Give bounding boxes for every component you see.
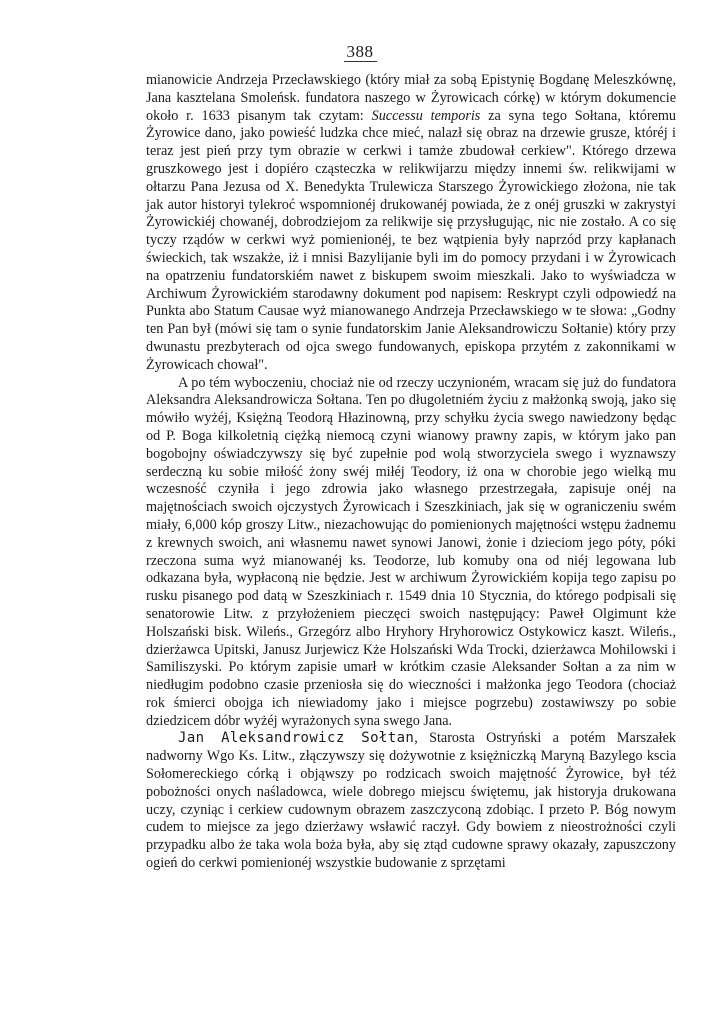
text-span: mianowicie Andrzeja Przecławskiego (który miał za sobą Epistynię Bogdanę Meleszkównę, Jana kasztelana Smoleńsk. fundatora naszego w Żyrowicach córkę) w którym dokumencie około r. 1633 pisanym tak czytam:: [146, 72, 676, 124]
paragraph: [146, 730, 676, 872]
paragraph: [146, 72, 676, 375]
page-number-text: 388: [344, 42, 377, 62]
spaced-name: Jan Aleksandrowicz Sołtan: [178, 730, 415, 747]
text-span: A po tém wyboczeniu, chociaż nie od rzeczy uczynioném, wracam się już do fundatora Aleksandra Aleksandrowicza Sołtana. Ten po długoletniém życiu z małżonką swoją, jako się mówiło wyżéj, Księżną Teodorą Hłazinowną, przy schyłku życia swego nawiedzony będąc od P. Boga kilkoletnią ciężką niemocą czyni wianowy prawny zapis, w którym jako pan bogobojny oświadczywszy się być zupełnie pod wolą stworzyciela swego i wyznawszy serdeczną ku sobie miłość żony swéj miłéj Teodory, iż ona w chorobie jego wielką mu wczesność czyniła i jego zdrowia jako własnego przestrzegała, zapisuje onéj na majętnościach swoich ojczystych Żyrowicach i Szeszkiniach, jak się w ograniczeniu swém miały, 6,000 kóp groszy Litw., niezachowując do pomienionych majętności wstępu żadnemu z krewnych swoich, ani własnemu nawet synowi Janowi, żonie i dzieciom jego póty, póki rzeczona suma wyż mianowanéj ks. Teodorze, lub komuby ona od niéj legowana lub odkazana była, wypłaconą nie będzie. Jest w archiwum Żyrowickiém kopija tego zapisu po rusku pisanego pod datą w Szeszkiniach r. 1549 dnia 10 Stycznia, do którego podpisali się senatorowie Litw. z przyłożeniem pieczęci swoich następujący: Paweł Olgimunt kże Holszański bisk. Wileńs., Grzegórz albo Hryhory Hryhorowicz Ostykowicz kaszt. Wileńs., dzierżawca Upitski, Janusz Jurjewicz Kże Holszański Wda Trocki, dzierżawca Mohilowski i Samiliszyski. Po którym zapisie umarł w krótkim czasie Aleksander Sołtan a za nim w niedługim podobno czasie przeniosła się do wieczności i małżonka jego Teodora (chociaż rok śmierci obojga ich niewiadomy jako i miejsce pogrzebu) zostawiwszy po sobie dziedzicem dóbr wyżéj wyrażonych syna swego Jana.: [146, 374, 676, 729]
text-span: za syna tego Sołtana, któremu Żyrowice dano, jako powieść ludzka chce mieć, nalazł się obraz na drzewie grusze, któréj i teraz jest pień przy tym obrazie w cerkwi i tamże zbudował cerkiew". Którego drzewa gruszkowego jest i dopiéro cząsteczka w relikwijarzu między innemi św. relikwijami w ołtarzu Pana Jezusa od X. Benedykta Trulewicza Starszego Żyrowickiego złożona, nie tak jak autor historyi tylekroć wspomnionéj drukowanéj powiada, że z onéj gruszki w zakrystyi Żyrowickiéj chowanéj, dobrodziejom za relikwije się przysługując, nic nie zostało. A co się tyczy rządów w cerkwi wyż pomienionéj, te bez wątpienia były naprzód przy kapłanach świeckich, tak wszakże, iż i mnisi Bazylijanie byli im do pomocy przydani i w Żyrowicach na opatrzeniu fundatorskiém nawet z biskupem swoim mieszkali. Jako to wyświadcza w Archiwum Żyrowickiém starodawny dokument pod napisem: Reskrypt czyli odpowiedź na Punkta abo Statum Causae wyż mianowanego Andrzeja Przecławskiego w te słowa: „Godny ten Pan był (mówi się tam o synie fundatorskim Janie Aleksandrowiczu Sołtanie) który przy dwunastu prezbyterach od ojca swego fundowanych, episkopa przytém z zakonnikami w Żyrowicach chował".: [146, 107, 677, 373]
body-text: [146, 72, 676, 873]
paragraph: [146, 375, 676, 731]
text-span: , Starosta Ostryński a potém Marszałek nadworny Wgo Ks. Litw., złączywszy się dożywotnie z księżniczką Maryną Bazylego kscia Sołomereckiego córką i objąwszy po rodzicach swoich majętność Żyrowice, był téż pobożności onych naśladowca, wiele dobrego miejscu świętemu, jak historyja drukowana uczy, czyniąc i cerkiew cudownym obrazem zaszczyconą zdobiąc. I przeto P. Bóg nowym cudem to miejsce za jego dzierżawy wsławić raczył. Gdy bowiem z nieostrożności czyli przypadku albo że taka wola boża była, aby się ztąd cudowne sprawy okazały, zapuszczony ogień do cerkwi pomienionéj wszystkie budowanie z sprzętami: [146, 730, 677, 872]
page-number: [0, 42, 720, 62]
italic-span: Successu temporis: [371, 107, 481, 124]
